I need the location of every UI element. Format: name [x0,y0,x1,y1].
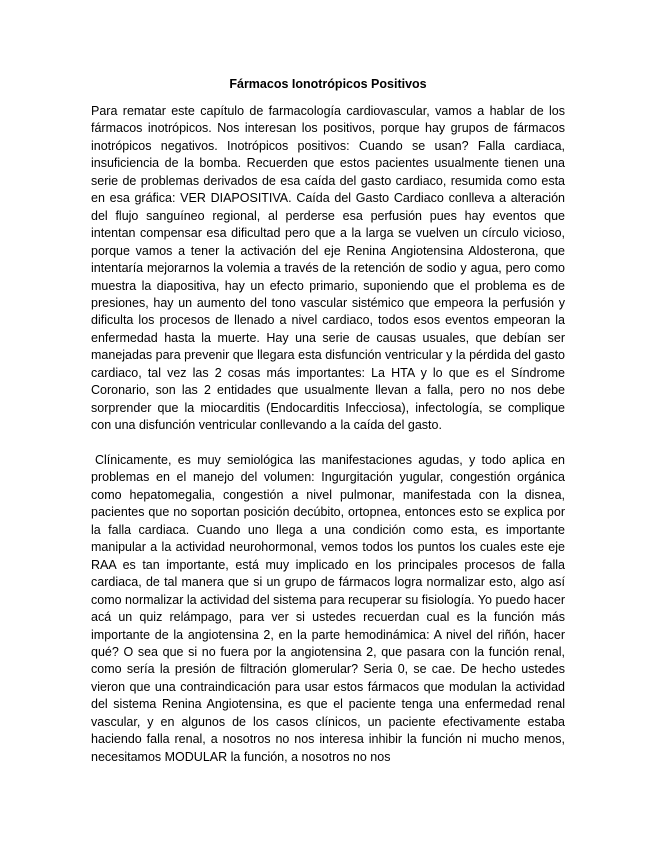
document-title: Fármacos Ionotrópicos Positivos [229,77,427,91]
paragraph-intro: Para rematar este capítulo de farmacología cardiovascular, vamos a hablar de los fármacos inotrópicos. Nos interesan los positivos, porque hay grupos de fármacos inotrópicos negativos. Inotrópicos positivos: Cuando se usan? Falla cardiaca, insuficiencia de la bomba. Recuerden que estos pacientes usualmente tienen una serie de problemas derivados de esa caída del gasto cardiaco, resumida como esta en esa gráfica: VER DIAPOSITIVA. Caída del Gasto Cardiaco conlleva a alteración del flujo sanguíneo regional, al perderse esa perfusión pues hay eventos que intentan compensar esa dificultad pero que a la larga se vuelven un círculo vicioso, porque vamos a tener la activación del eje Renina Angiotensina Aldosterona, que intentaría mejorarnos la volemia a través de la retención de sodio y agua, pero como muestra la diapositiva, hay un efecto primario, suponiendo que el problema es de presiones, hay un aumento del tono vascular sistémico que empeora la perfusión y dificulta los procesos de llenado a nivel cardiaco, todos esos eventos empeoran la enfermedad hasta la muerte. Hay una serie de causas usuales, que debían ser manejadas para prevenir que llegara esta disfunción ventricular y la pérdida del gasto cardiaco, tal vez las 2 cosas más importantes: La HTA y lo que es el Síndrome Coronario, son las 2 entidades que usualmente llevan a falla, pero no nos debe sorprender que la miocarditis (Endocarditis Infecciosa), infectología, se complique con una disfunción ventricular conllevando a la caída del gasto. [91,104,565,433]
paragraph-clinical: Clínicamente, es muy semiológica las manifestaciones agudas, y todo aplica en problemas en el manejo del volumen: Ingurgitación yugular, congestión orgánica como hepatomegalia, congestión a nivel pulmonar, manifestada con la disnea, pacientes que no soportan posición decúbito, ortopnea, entonces esto se explica por la falla cardiaca. Cuando uno llega a una condición como esta, es importante manipular a la actividad neurohormonal, vemos todos los puntos los cuales este eje RAA es tan importante, está muy implicado en los principales procesos de falla cardiaca, de tal manera que si un grupo de fármacos logra normalizar esto, algo así como normalizar la actividad del sistema para recuperar su fisiología. Yo puedo hacer acá un quiz relámpago, para ver si ustedes recuerdan cual es la función más importante de la angiotensina 2, en la parte hemodinámica: A nivel del riñón, hacer qué? O sea que si no fuera por la angiotensina 2, que pasara con la función renal, como sería la presión de filtración glomerular? Seria 0, se cae. De hecho ustedes vieron que una contraindicación para usar estos fármacos que modulan la actividad del sistema Renina Angiotensina, es que el paciente tenga una enfermedad renal vascular, y en algunos de los casos clínicos, un paciente efectivamente estaba haciendo falla renal, a nosotros no nos interesa inhibir la función ni mucho menos, necesitamos MODULAR la función, a nosotros no nos [91,453,565,764]
